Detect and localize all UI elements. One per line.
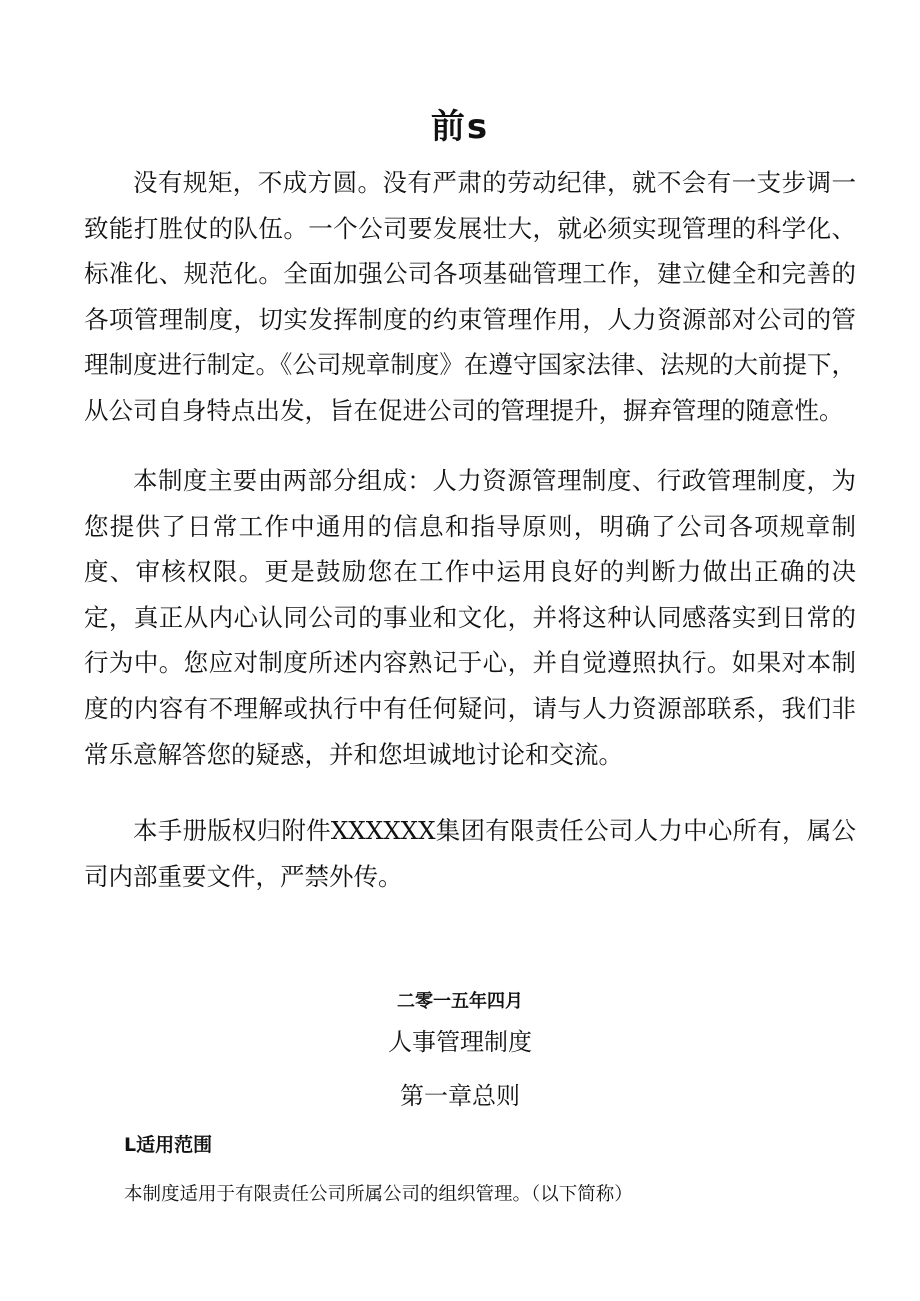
section-heading: L适用范围 — [124, 1134, 213, 1156]
preface-title: 前s — [430, 107, 490, 147]
preface-date: 二零一五年四月 — [397, 991, 523, 1012]
chapter-title: 第一章总则 — [400, 1082, 520, 1110]
preface-paragraph-2: 本制度主要由两部分组成：人力资源管理制度、行政管理制度，为您提供了日常工作中通用的信息和指导原则，明确了公司各项规章制度、审核权限。更是鼓励您在工作中运用良好的判断力做出正确的决定，真正从内心认同公司的事业和文化，并将这种认同感落实到日常的行为中。您应对制度所述内容熟记于心，并自觉遵照执行。如果对本制度的内容有不理解或执行中有任何疑问，请与人力资源部联系，我们非常乐意解答您的疑惑，并和您坦诚地讨论和交流。 — [84, 466, 856, 769]
document-title: 人事管理制度 — [388, 1028, 532, 1056]
preface-paragraph-3: 本手册版权归附件XXXXXX集团有限责任公司人力中心所有，属公司内部重要文件，严禁外传。 — [84, 816, 856, 891]
preface-paragraph-1: 没有规矩，不成方圆。没有严肃的劳动纪律，就不会有一支步调一致能打胜仗的队伍。一个公司要发展壮大，就必须实现管理的科学化、标准化、规范化。全面加强公司各项基础管理工作，建立健全和完善的各项管理制度，切实发挥制度的约束管理作用，人力资源部对公司的管理制度进行制定。《公司规章制度》在遵守国家法律、法规的大前提下，从公司自身特点出发，旨在促进公司的管理提升，摒弃管理的随意性。 — [84, 168, 856, 425]
section-body: 本制度适用于有限责任公司所属公司的组织管理。（以下简称） — [124, 1184, 633, 1205]
